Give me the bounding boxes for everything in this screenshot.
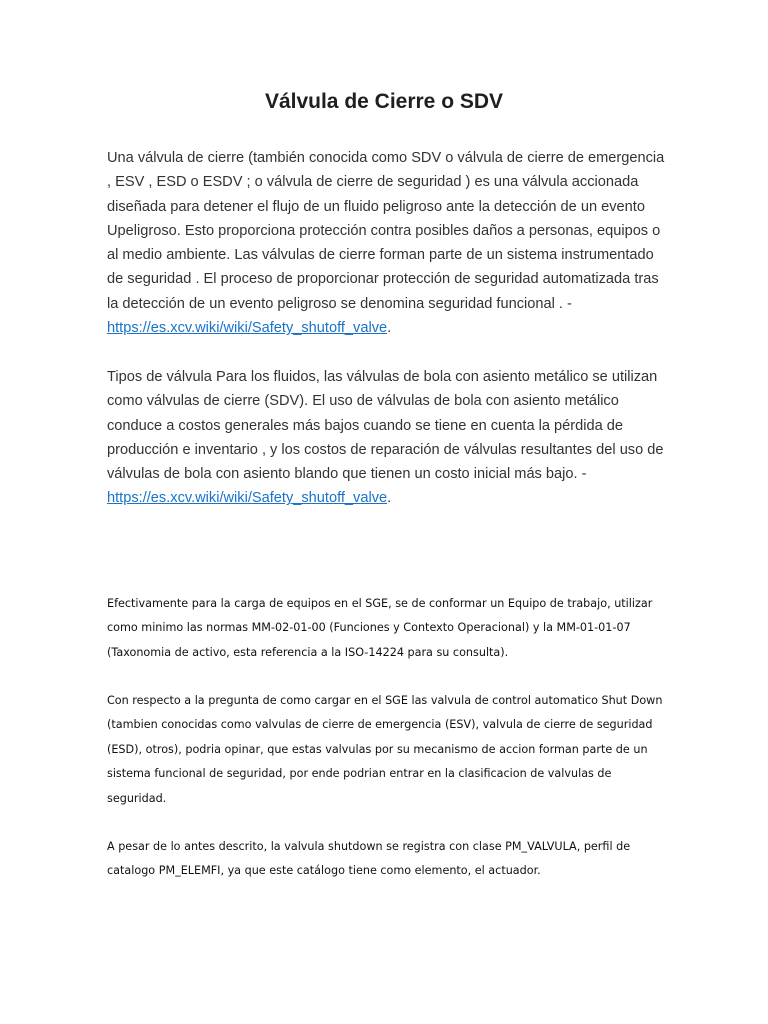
page-title: Válvula de Cierre o SDV	[264, 90, 504, 113]
source-link[interactable]: https://es.xcv.wiki/wiki/Safety_shutoff_valve	[107, 490, 388, 507]
paragraph-period: .	[387, 320, 392, 337]
paragraph-valve-types	[107, 365, 667, 511]
paragraph-sdv-definition	[107, 146, 667, 340]
paragraph-sge-standards: Efectivamente para la carga de equipos en el SGE, se de conformar un Equipo de trabajo, utilizar como minimo las normas MM-02-01-00 (Funciones y Contexto Operacional) y la MM-01-01-07 (Taxonomia de activo, esta referencia a la ISO-14224 para su consulta).	[107, 597, 653, 659]
paragraph-period: .	[387, 490, 392, 507]
paragraph-sge-registration: A pesar de lo antes descrito, la valvula shutdown se registra con clase PM_VALVULA, perfil de catalogo PM_ELEMFI, ya que este catálogo tiene como elemento, el actuador.	[107, 840, 631, 878]
source-link[interactable]: https://es.xcv.wiki/wiki/Safety_shutoff_valve	[107, 320, 388, 337]
paragraph-text: Una válvula de cierre (también conocida como SDV o válvula de cierre de emergencia , ESV , ESD o ESDV ; o válvula de cierre de seguridad ) es una válvula accionada diseñada para detener el flujo de un fluido peligroso ante la detección de un evento Upeligroso. Esto proporciona protección contra posibles daños a personas, equipos o al medio ambiente. Las válvulas de cierre forman parte de un sistema instrumentado de seguridad . El proceso de proporcionar protección de seguridad automatizada tras la detección de un evento peligroso se denomina seguridad funcional . -	[107, 150, 665, 312]
paragraph-sge-shutdown-valves: Con respecto a la pregunta de como cargar en el SGE las valvula de control automatico Shut Down (tambien conocidas como valvulas de cierre de emergencia (ESV), valvula de cierre de seguridad (ESD), otros), podria opinar, que estas valvulas por su mecanismo de accion forman parte de un sistema funcional de seguridad, por ende podrian entrar en la clasificacion de valvulas de seguridad.	[107, 694, 663, 805]
paragraph-text: Tipos de válvula Para los fluidos, las válvulas de bola con asiento metálico se utilizan como válvulas de cierre (SDV). El uso de válvulas de bola con asiento metálico conduce a costos generales más bajos cuando se tiene en cuenta la pérdida de producción e inventario , y los costos de reparación de válvulas resultantes del uso de válvulas de bola con asiento blando que tienen un costo inicial más bajo. -	[107, 369, 664, 483]
